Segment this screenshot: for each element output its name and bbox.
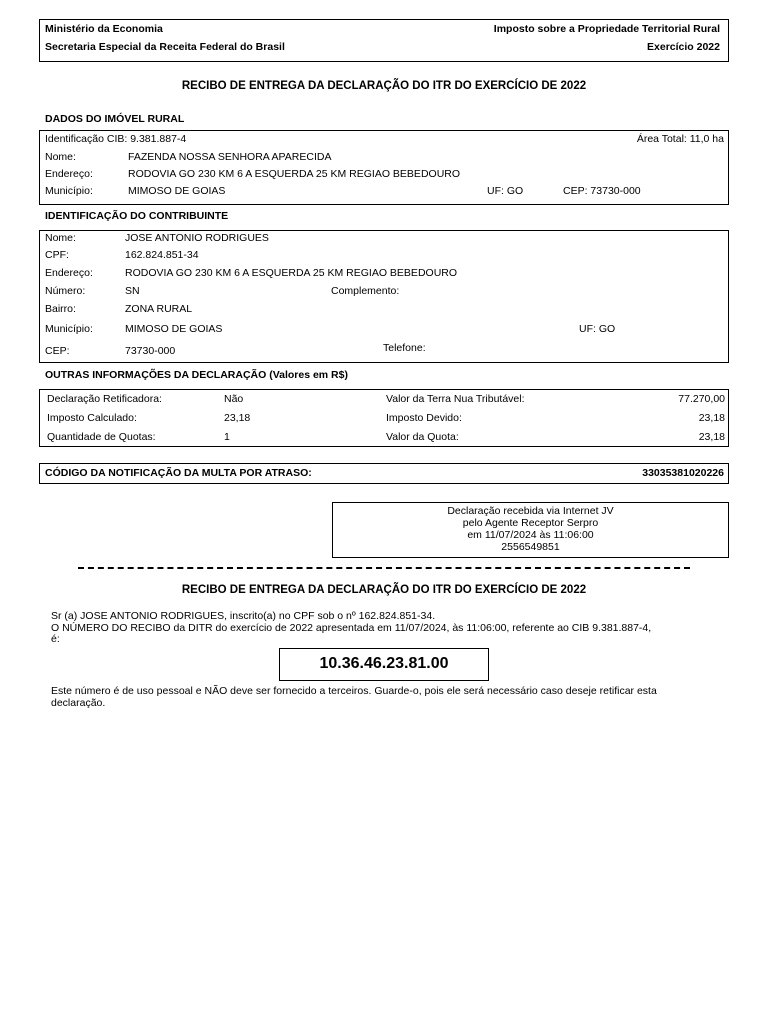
rectifying-value: Não	[224, 393, 244, 405]
taxpayer-district-value: ZONA RURAL	[125, 303, 193, 315]
due-tax-value: 23,18	[698, 412, 725, 424]
quotas-value: 1	[224, 431, 230, 443]
taxpayer-name-label: Nome:	[45, 232, 76, 244]
cut-line	[78, 567, 690, 569]
reception-line-1: Declaração recebida via Internet JV	[447, 505, 614, 517]
taxpayer-address-label: Endereço:	[45, 267, 93, 279]
land-value-label: Valor da Terra Nua Tributável:	[386, 393, 525, 405]
receipt-number-box	[279, 648, 489, 681]
area-total-text: Área Total: 11,0 ha	[636, 133, 724, 145]
quotas-label: Quantidade de Quotas:	[47, 431, 156, 443]
taxpayer-cpf-label: CPF:	[45, 249, 69, 261]
exercise-text: Exercício 2022	[647, 41, 720, 53]
property-municipality-value: MIMOSO DE GOIAS	[128, 185, 226, 197]
taxpayer-cep-label: CEP:	[45, 345, 70, 357]
property-cep: CEP: 73730-000	[563, 185, 641, 197]
taxpayer-district-label: Bairro:	[45, 303, 76, 315]
reception-box	[332, 502, 729, 558]
property-uf: UF: GO	[487, 185, 524, 197]
receipt-footer-2: declaração.	[51, 697, 106, 709]
other-info-section-title: OUTRAS INFORMAÇÕES DA DECLARAÇÃO (Valores em R$)	[45, 369, 348, 381]
taxpayer-uf: UF: GO	[579, 323, 616, 335]
other-info-box	[39, 389, 729, 447]
property-name-label: Nome:	[45, 151, 76, 163]
taxpayer-municipality-label: Município:	[45, 323, 93, 335]
taxpayer-box	[39, 230, 729, 363]
notification-code: 33035381020226	[642, 467, 724, 479]
quota-value-value: 23,18	[698, 431, 725, 443]
property-box	[39, 130, 729, 205]
taxpayer-name-value: JOSE ANTONIO RODRIGUES	[125, 232, 269, 244]
taxpayer-municipality-value: MIMOSO DE GOIAS	[125, 323, 223, 335]
taxpayer-complement-label: Complemento:	[331, 285, 400, 297]
cib-text: Identificação CIB: 9.381.887-4	[45, 133, 187, 145]
receipt-line-3: é:	[51, 633, 60, 645]
receipt-line-1: Sr (a) JOSE ANTONIO RODRIGUES, inscrito(a) no CPF sob o nº 162.824.851-34.	[51, 610, 436, 622]
tax-name-text: Imposto sobre a Propriedade Territorial Rural	[493, 23, 720, 35]
secretariat-text: Secretaria Especial da Receita Federal do Brasil	[45, 41, 285, 53]
taxpayer-cep-value: 73730-000	[125, 345, 176, 357]
receipt-number: 10.36.46.23.81.00	[319, 655, 449, 672]
notification-box	[39, 463, 729, 484]
notification-label: CÓDIGO DA NOTIFICAÇÃO DA MULTA POR ATRASO:	[45, 467, 312, 479]
calc-tax-label: Imposto Calculado:	[47, 412, 137, 424]
taxpayer-section-title: IDENTIFICAÇÃO DO CONTRIBUINTE	[45, 210, 229, 222]
document-title: RECIBO DE ENTREGA DA DECLARAÇÃO DO ITR DO EXERCÍCIO DE 2022	[181, 80, 587, 92]
due-tax-label: Imposto Devido:	[386, 412, 462, 424]
land-value-value: 77.270,00	[678, 393, 725, 405]
reception-line-4: 2556549851	[501, 541, 560, 553]
ministry-text: Ministério da Economia	[45, 23, 163, 35]
taxpayer-number-value: SN	[125, 285, 140, 297]
receipt-footer-1: Este número é de uso pessoal e NÃO deve ser fornecido a terceiros. Guarde-o, pois ele será necessário caso deseje retificar esta	[51, 685, 657, 697]
rectifying-label: Declaração Retificadora:	[47, 393, 162, 405]
property-address-label: Endereço:	[45, 168, 93, 180]
property-section-title: DADOS DO IMÓVEL RURAL	[45, 113, 185, 125]
taxpayer-cpf-value: 162.824.851-34	[125, 249, 199, 261]
reception-line-2: pelo Agente Receptor Serpro	[462, 517, 599, 529]
taxpayer-phone-label: Telefone:	[383, 342, 426, 354]
property-name-value: FAZENDA NOSSA SENHORA APARECIDA	[128, 151, 332, 163]
property-municipality-label: Município:	[45, 185, 93, 197]
property-address-value: RODOVIA GO 230 KM 6 A ESQUERDA 25 KM REGIAO BEBEDOURO	[128, 168, 461, 180]
receipt-line-2: O NÚMERO DO RECIBO da DITR do exercício de 2022 apresentada em 11/07/2024, às 11:06:00, referente ao CIB 9.381.887-4,	[51, 622, 652, 634]
reception-line-3: em 11/07/2024 às 11:06:00	[467, 529, 594, 541]
header-box	[39, 19, 729, 62]
calc-tax-value: 23,18	[224, 412, 251, 424]
taxpayer-number-label: Número:	[45, 285, 86, 297]
receipt-title: RECIBO DE ENTREGA DA DECLARAÇÃO DO ITR DO EXERCÍCIO DE 2022	[181, 584, 587, 596]
quota-value-label: Valor da Quota:	[386, 431, 459, 443]
taxpayer-address-value: RODOVIA GO 230 KM 6 A ESQUERDA 25 KM REGIAO BEBEDOURO	[125, 267, 458, 279]
